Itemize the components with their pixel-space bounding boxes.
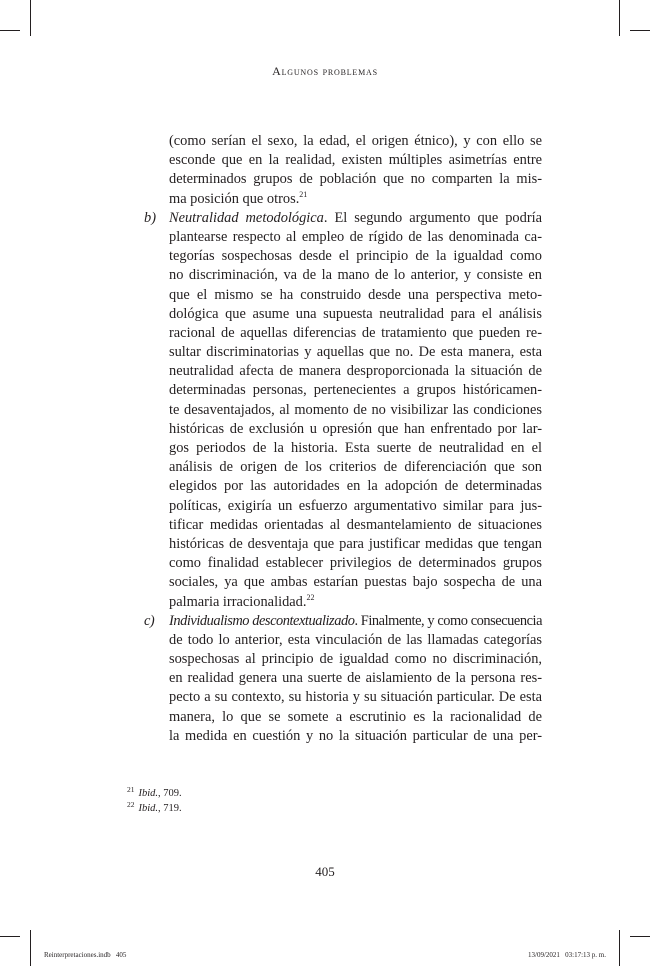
text-line: dológica que asume una supuesta neutralidad para el análisis	[169, 305, 542, 322]
body-text	[144, 132, 542, 746]
item-title: Neutralidad metodológica	[169, 209, 324, 226]
footnote-ref-21: 21	[299, 189, 308, 199]
list-marker: b)	[144, 209, 156, 226]
crop-mark	[0, 936, 20, 937]
footnote-text: , 709.	[158, 788, 182, 799]
text-line: racional de aquellas diferencias de tratamiento que pueden re-	[169, 324, 542, 341]
text-line: como finalidad establecer privilegios de determinados grupos	[169, 555, 542, 572]
footnote-21	[127, 786, 182, 801]
list-item-c	[144, 612, 542, 631]
text-line: (como serían el sexo, la edad, el origen étnico), y con ello se	[169, 133, 542, 149]
text-line: determinados grupos de población que no comparten la mis-	[169, 171, 542, 188]
text-line: sociales, ya que ambas estarían puestas bajo sospecha de una	[169, 574, 542, 591]
footnote-ref: Ibid.	[138, 803, 159, 814]
text-line: políticas, exigiría un esfuerzo argumentativo similar para jus-	[169, 497, 542, 514]
text-line: te desaventajados, al momento de no visibilizar las condiciones	[169, 401, 542, 418]
text-line: manera, lo que se somete a escrutinio es la racionalidad de	[169, 708, 542, 725]
list-marker: c)	[144, 612, 155, 629]
text-line: no discriminación, va de la mano de lo anterior, y consiste en	[169, 267, 542, 284]
crop-mark	[30, 930, 31, 966]
item-first-line-rest: . Finalmente, y como consecuencia	[354, 612, 543, 629]
footnote-22	[127, 801, 182, 816]
slug-timestamp: 13/09/2021 03:17:13 p. m.	[528, 951, 606, 959]
text-line: esconde que en la realidad, existen múltiples asimetrías entre	[169, 152, 542, 169]
text-line: determinadas personas, pertenecientes a grupos históricamen-	[169, 382, 542, 399]
slug-file: Reinterpretaciones.indb 405	[44, 951, 127, 959]
text-line: la medida en cuestión y no la situación particular de una per-	[169, 727, 542, 744]
text-line	[144, 593, 542, 612]
crop-mark	[630, 30, 650, 31]
text-line	[144, 190, 542, 209]
crop-mark	[0, 30, 20, 31]
crop-mark	[619, 0, 620, 36]
list-item-b	[144, 209, 542, 228]
crop-mark	[619, 930, 620, 966]
text-line: plantearse respecto al empleo de rígido de las denominada ca-	[169, 228, 542, 245]
footnote-number: 21	[127, 785, 135, 794]
crop-mark	[30, 0, 31, 36]
text-line: históricas de desventaja que para justificar medidas que tengan	[169, 535, 542, 552]
text-line: pecto a su contexto, su historia y su situación particular. De esta	[169, 689, 542, 706]
text-line-content: palmaria irracionalidad.	[169, 593, 307, 610]
text-line: gos periodos de la historia. Esta suerte de neutralidad en el	[169, 440, 542, 456]
text-line: de todo lo anterior, esta vinculación de las llamadas categorías	[169, 631, 542, 648]
footnotes	[127, 786, 182, 816]
page-number: 405	[315, 864, 335, 879]
text-line-content: ma posición que otros.	[169, 190, 300, 207]
text-line: que el mismo se ha construido desde una perspectiva meto-	[169, 286, 542, 303]
text-line: en realidad genera una suerte de aislamiento de la persona res-	[169, 670, 542, 687]
running-head: Algunos problemas	[272, 64, 378, 78]
text-line: neutralidad afecta de manera desproporcionada la situación de	[169, 363, 542, 380]
crop-mark	[630, 936, 650, 937]
item-first-line-rest: . El segundo argumento que podría	[323, 209, 542, 226]
text-line: sultar discriminatorias y aquellas que no. De esta manera, esta	[169, 344, 542, 361]
text-line: históricas de exclusión u opresión que han enfrentado por lar-	[169, 420, 542, 437]
footnote-text: , 719.	[158, 803, 182, 814]
text-line: tificar medidas orientadas al desmantelamiento de situaciones	[169, 516, 542, 533]
text-line: tegorías sospechosas desde el principio de la igualdad como	[169, 248, 542, 265]
text-line: elegidos por las autoridades en la adopción de determinadas	[169, 478, 542, 495]
text-line: análisis de origen de los criterios de diferenciación que son	[169, 459, 542, 476]
text-line: sospechosas al principio de igualdad como no discriminación,	[169, 651, 542, 668]
footnote-ref-22: 22	[306, 592, 315, 602]
item-title: Individualismo descontextualizado	[169, 612, 355, 629]
footnote-number: 22	[127, 800, 135, 809]
footnote-ref: Ibid.	[138, 788, 159, 799]
